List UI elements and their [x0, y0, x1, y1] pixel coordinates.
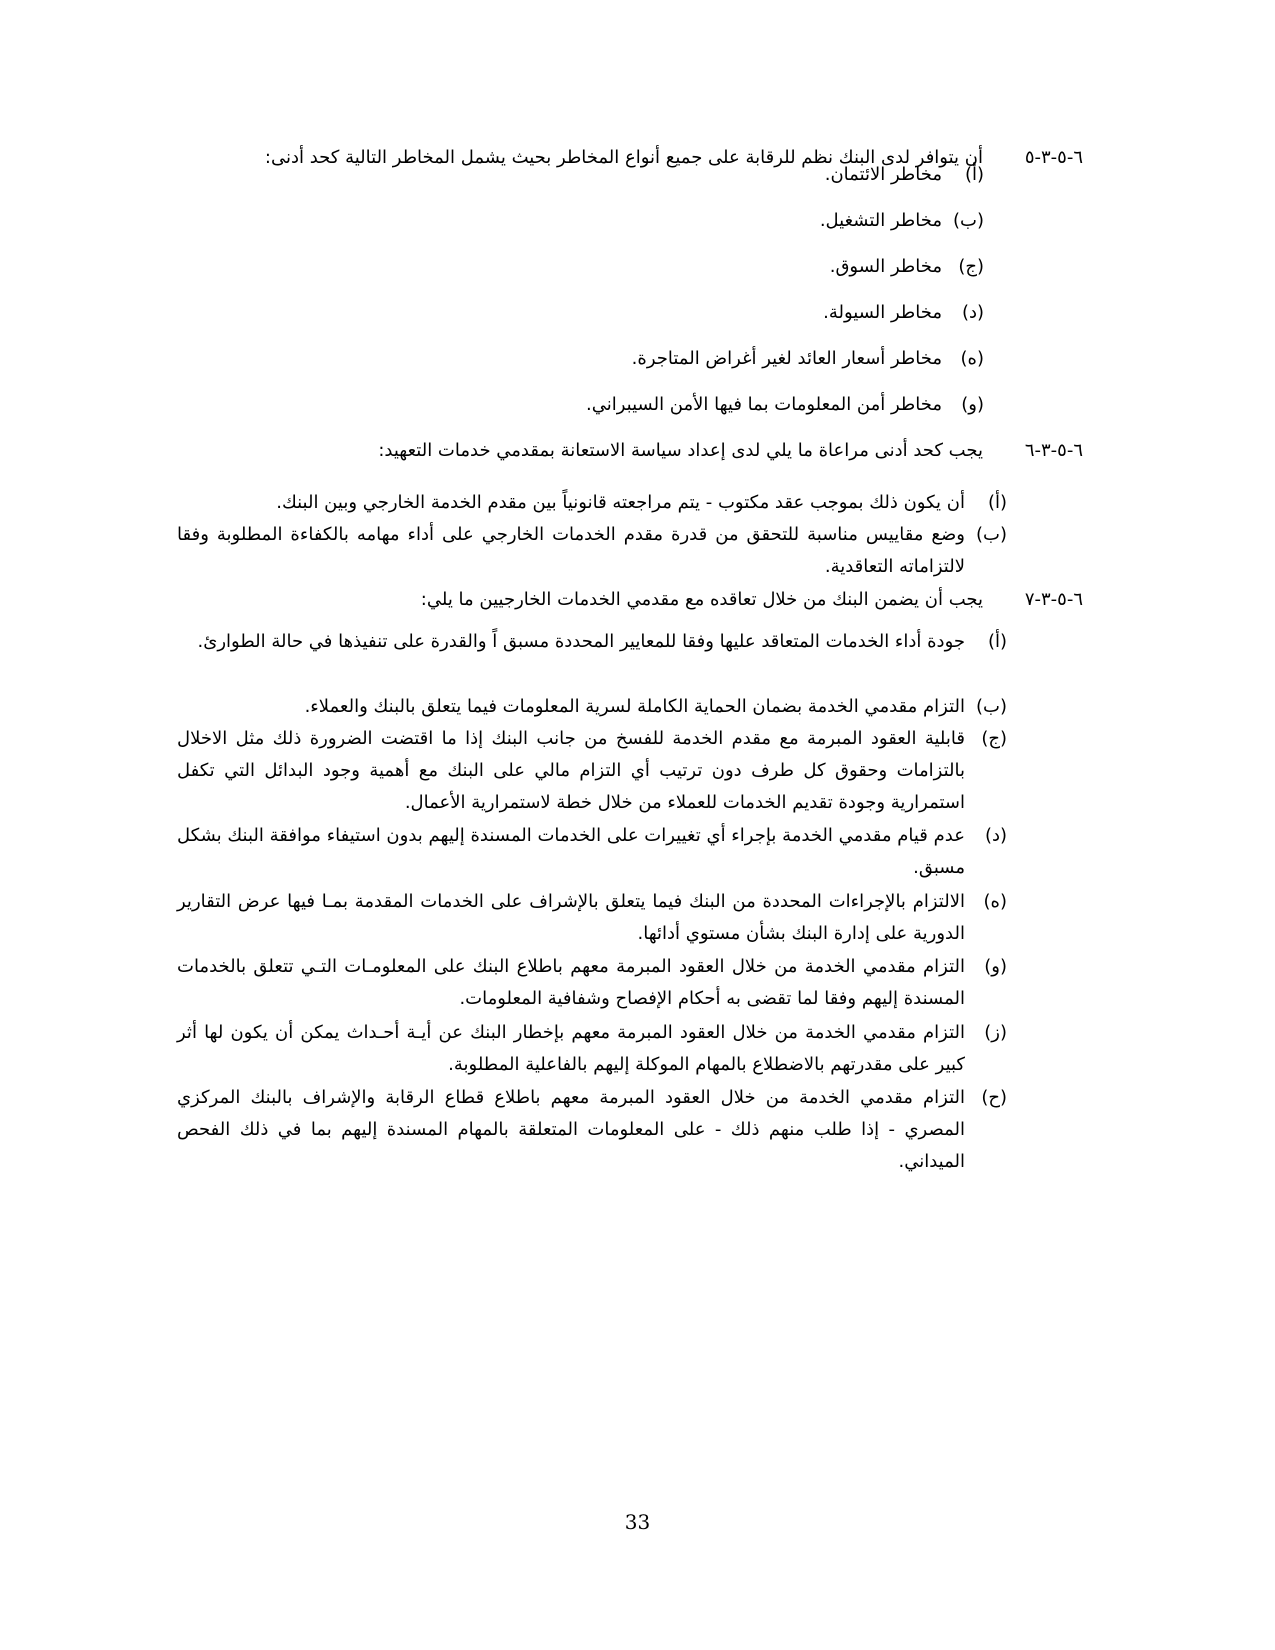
item-label: (د) — [984, 825, 1007, 846]
item-text: أن يكون ذلك بموجب عقد مكتوب - يتم مراجعته قانونياً بين مقدم الخدمة الخارجي وبين البنك. — [276, 492, 965, 513]
clause-text: أن يتوافر لدى البنك نظم للرقابة على جميع أنواع المخاطر بحيث يشمل المخاطر التالية كحد أدنى: — [264, 147, 983, 168]
item-label: (ب) — [953, 210, 984, 231]
item-text: التزام مقدمي الخدمة من خلال العقود المبرمة معهم بإخطار البنك عن أيـة أحـداث يمكن أن يكون لها أثر كبير على مقدرتهم بالاضطلاع بالمهام الموكلة إليهم بالفاعلية المطلوبة. — [177, 1022, 965, 1075]
list-item — [177, 723, 1007, 819]
list-item — [830, 251, 984, 283]
item-label: (ح) — [981, 1087, 1007, 1108]
item-text: التزام مقدمي الخدمة من خلال العقود المبرمة معهم باطلاع البنك على المعلومـات التـي تتعلق بالخدمات المسندة إليهم وفقا لما تقضى به أحكام الإفصاح وشفافية المعلومات. — [177, 956, 965, 1009]
item-label: (د) — [961, 302, 984, 323]
item-label: (أ) — [987, 492, 1007, 513]
item-label: (ب) — [976, 696, 1007, 717]
list-item — [177, 691, 1007, 723]
clause-number: ٦-٥-٣-٦ — [1024, 440, 1083, 461]
item-label: (و) — [961, 394, 984, 415]
list-item — [825, 159, 984, 191]
item-text: مخاطر التشغيل. — [819, 210, 942, 231]
list-item — [177, 951, 1007, 1015]
item-label: (ج) — [981, 728, 1007, 749]
clause-number: ٦-٥-٣-٥ — [1024, 147, 1083, 168]
list-item — [177, 1082, 1007, 1178]
item-text: وضع مقاييس مناسبة للتحقق من قدرة مقدم الخدمات الخارجي على أداء مهامه بالكفاءة المطلوبة وفقا لالتزاماته التعاقدية. — [177, 524, 965, 577]
item-text: مخاطر أمن المعلومات بما فيها الأمن السيبراني. — [586, 394, 942, 415]
item-text: التزام مقدمي الخدمة بضمان الحماية الكاملة لسرية المعلومات فيما يتعلق بالبنك والعملاء. — [304, 696, 965, 717]
clause-text: يجب كحد أدنى مراعاة ما يلي لدى إعداد سياسة الاستعانة بمقدمي خدمات التعهيد: — [378, 440, 983, 461]
item-label: (أ) — [964, 164, 984, 185]
item-text: مخاطر أسعار العائد لغير أغراض المتاجرة. — [631, 348, 942, 369]
list-item — [177, 1017, 1007, 1081]
list-item — [177, 519, 1007, 583]
item-text: قابلية العقود المبرمة مع مقدم الخدمة للفسخ من جانب البنك إذا ما اقتضت الضرورة ذلك مثل الاخلال بالتزامات وحقوق كل طرف دون ترتيب أي التزام مالي على البنك مع أهمية وجود البدائل التي تكفل استمرارية وجودة تقديم الخدمات للعملاء من خلال خطة لاستمرارية الأعمال. — [177, 728, 965, 813]
item-text: مخاطر السيولة. — [823, 302, 942, 323]
item-label: (أ) — [987, 631, 1007, 652]
list-item — [820, 205, 984, 237]
item-label: (ب) — [976, 524, 1007, 545]
clause-6-5-3-6 — [163, 435, 1083, 467]
item-text: جودة أداء الخدمات المتعاقد عليها وفقا للمعايير المحددة مسبق اً والقدرة على تنفيذها في حالة الطوارئ. — [197, 631, 965, 652]
list-item — [177, 886, 1007, 950]
item-text: عدم قيام مقدمي الخدمة بإجراء أي تغييرات على الخدمات المسندة إليهم بدون استيفاء موافقة البنك بشكل مسبق. — [177, 825, 965, 878]
item-label: (ز) — [984, 1022, 1007, 1043]
clause-6-5-3-7 — [163, 584, 1083, 616]
list-item — [823, 297, 984, 329]
item-label: (ه) — [960, 348, 984, 369]
item-text: مخاطر الائتمان. — [824, 164, 942, 185]
item-label: (ه) — [983, 891, 1007, 912]
item-label: (ج) — [958, 256, 984, 277]
clause-text: يجب أن يضمن البنك من خلال تعاقده مع مقدمي الخدمات الخارجيين ما يلي: — [420, 589, 983, 610]
item-text: التزام مقدمي الخدمة من خلال العقود المبرمة معهم باطلاع قطاع الرقابة والإشراف بالبنك المركزي المصري - إذا طلب منهم ذلك - على المعلومات المتعلقة بالمهام المسندة إليهم بما في ذلك الفحص الميداني. — [177, 1087, 965, 1172]
item-text: الالتزام بالإجراءات المحددة من البنك فيما يتعلق بالإشراف على الخدمات المقدمة بمـا فيها عرض التقارير الدورية على إدارة البنك بشأن مستوي أدائها. — [177, 891, 965, 944]
item-label: (و) — [984, 956, 1007, 977]
clause-number: ٦-٥-٣-٧ — [1024, 589, 1083, 610]
list-item — [177, 487, 1007, 519]
list-item — [177, 626, 1007, 658]
page-number: 33 — [624, 1510, 651, 1534]
list-item — [177, 820, 1007, 884]
item-text: مخاطر السوق. — [829, 256, 942, 277]
list-item — [632, 343, 984, 375]
list-item — [586, 389, 984, 421]
